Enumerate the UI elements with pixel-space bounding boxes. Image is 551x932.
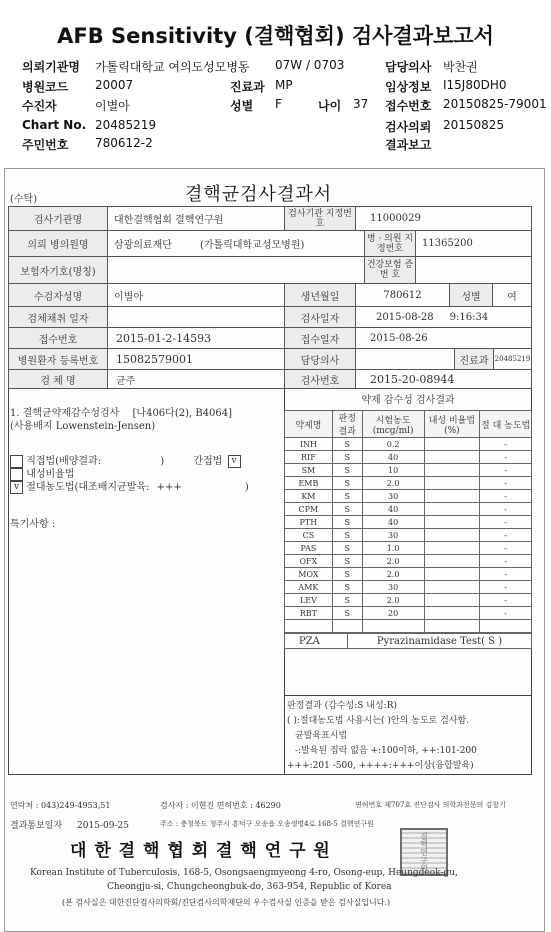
drug-ratio-cell [424, 542, 480, 555]
footer-tester: 검사자 : 이현진 면허번호 : 46290 [160, 801, 281, 810]
drug-result-cell: S [332, 477, 362, 490]
institution-value: 가톨릭대학교 여의도성모병동 [95, 60, 250, 74]
drug-name-cell [285, 620, 333, 633]
drug-ratio-cell [424, 516, 480, 529]
drug-row [285, 568, 532, 581]
rrn-value: 780612-2 [95, 136, 153, 150]
drug-conc-cell: 2.0 [362, 568, 424, 581]
th-conc: 시험농도 (mcg/ml) [362, 411, 424, 438]
drug-name-cell: SM [285, 464, 333, 477]
drug-row [285, 555, 532, 568]
age-label: 나이 [318, 99, 342, 113]
drug-ratio-cell [424, 620, 480, 633]
drug-conc-cell: 2.0 [362, 555, 424, 568]
drug-conc-cell: 30 [362, 581, 424, 594]
age-value: 37 [353, 97, 369, 111]
clinical-info-label: 임상정보 [385, 80, 432, 94]
drug-conc-cell: 30 [362, 490, 424, 503]
document-heading: 결핵균검사결과서 [185, 184, 333, 205]
r3-value2 [415, 256, 532, 284]
r3-value [107, 256, 365, 284]
drug-name-cell: EMB [285, 477, 333, 490]
direct-paren: ) [160, 456, 165, 467]
footer-cert: 면허번호 제707호 진단검사 의학과전문의 김창기 [355, 801, 506, 809]
r6-value: 2015-01-2-14593 [107, 327, 285, 349]
drug-name-cell: OFX [285, 555, 333, 568]
r4-label: 수검자성명 [8, 283, 108, 307]
drug-name-cell: CS [285, 529, 333, 542]
drug-conc-cell [362, 620, 424, 633]
footer-date-row [10, 818, 129, 831]
section-code: [나406다(2), B4064] [132, 408, 233, 419]
drug-result-cell: S [332, 516, 362, 529]
drug-ratio-cell [424, 581, 480, 594]
th-drug: 약제명 [285, 411, 333, 438]
patient-value: 이별아 [95, 99, 130, 113]
drug-ratio-cell [424, 529, 480, 542]
th-abs: 절 대 농도법 [480, 411, 532, 438]
drug-result-cell: S [332, 542, 362, 555]
section-title: 1. 결핵균약제감수성검사 [10, 408, 120, 419]
note-line-4: +++:201 -500, ++++:+++이상(융합발육) [287, 761, 474, 771]
receipt-label: 접수번호 [385, 99, 432, 113]
drug-name-cell: PAS [285, 542, 333, 555]
drug-conc-cell: 0.2 [362, 438, 424, 451]
patient-label: 수진자 [22, 99, 57, 113]
th-ratio: 내성 비율법(%) [424, 411, 480, 438]
drug-abs-cell: - [480, 581, 532, 594]
request-label: 검사의뢰 [385, 120, 432, 134]
section-medium: (사용배지 Lowenstein-Jensen) [10, 421, 156, 432]
drug-result-cell: S [332, 464, 362, 477]
special-notes-label: 특기사항 : [10, 519, 56, 530]
english-address-2: Cheongju-si, Chungcheongbuk-do, 363-954, Republic of Korea [107, 882, 392, 892]
th-result: 판정 결과 [332, 411, 362, 438]
drug-abs-cell: - [480, 568, 532, 581]
note-line-3: -:발육된 집락 없음 +:100이하, ++:101-200 [295, 746, 477, 756]
clinical-info-value: I15J80DH0 [443, 78, 507, 92]
r7-label3: 진료과 [454, 348, 494, 370]
drug-conc-cell: 40 [362, 503, 424, 516]
drug-row [285, 581, 532, 594]
r6-value2: 2015-08-26 [355, 327, 532, 349]
drug-name-cell: RBT [285, 607, 333, 620]
indirect-label: 간접법 [193, 456, 223, 467]
drug-conc-cell: 2.0 [362, 477, 424, 490]
drug-abs-cell: - [480, 451, 532, 464]
drug-result-cell: S [332, 581, 362, 594]
r2-label2: 병 · 의원 지정번호 [364, 230, 416, 257]
note-line-2: 균발육표시법 [295, 731, 348, 741]
drug-ratio-cell [424, 503, 480, 516]
r3-label2: 건강보험 증 번 호 [364, 256, 416, 284]
r8-value: 균주 [107, 369, 285, 389]
r5-value2: 2015-08-28 [376, 311, 434, 323]
r7-label2: 담당의사 [284, 348, 356, 370]
r5-value2b: 9:16:34 [449, 311, 489, 323]
r2-value-cell [107, 230, 365, 257]
r1-value: 대한결핵협회 결핵연구원 [107, 206, 285, 231]
certification-note: (본 검사실은 대한진단검사의학회/진단검사의학재단의 우수검사실 인증을 받은 검사실입니다.) [62, 898, 391, 907]
drug-name-cell: AMK [285, 581, 333, 594]
r7-value3: 20485219 [493, 348, 532, 370]
drug-row [285, 438, 532, 451]
r4-label3: 성별 [449, 283, 493, 307]
drug-abs-cell: - [480, 464, 532, 477]
drug-abs-cell: - [480, 503, 532, 516]
r5-label: 검체채취 일자 [8, 306, 108, 328]
r4-value3: 여 [492, 283, 532, 307]
note-line-1: ( ):절대농도법 사용시는( )안의 농도로 검사함. [287, 716, 470, 726]
pza-label: PZA [285, 634, 348, 648]
footer-date-label: 결과통보일자 [10, 821, 63, 831]
drug-row [285, 529, 532, 542]
absolute-paren: ) [244, 482, 249, 493]
drug-row [285, 490, 532, 503]
drug-row [285, 503, 532, 516]
drug-abs-cell [480, 620, 532, 633]
request-value: 20150825 [443, 118, 505, 132]
drug-conc-cell: 1.0 [362, 542, 424, 555]
receipt-value: 20150825-79001 [443, 97, 547, 111]
drug-abs-cell: - [480, 594, 532, 607]
drug-conc-cell: 2.0 [362, 594, 424, 607]
drug-abs-cell: - [480, 477, 532, 490]
report-label: 결과보고 [385, 138, 432, 152]
department-value: MP [275, 78, 293, 92]
direct-label: 직접법(배양결과: [26, 456, 102, 467]
drug-abs-cell: - [480, 555, 532, 568]
r4-label2: 생년월일 [284, 283, 356, 307]
chart-label: Chart No. [22, 118, 87, 132]
drug-susceptibility-table [284, 410, 532, 633]
r2-value2: 11365200 [415, 230, 532, 257]
drug-abs-cell: - [480, 607, 532, 620]
r1-value2: 11000029 [355, 206, 532, 231]
drug-conc-cell: 40 [362, 516, 424, 529]
sex-label: 성별 [230, 99, 254, 113]
r4-value2: 780612 [355, 283, 450, 307]
absolute-label: 절대농도법(대조배지균발육: [26, 482, 150, 493]
drug-ratio-cell [424, 451, 480, 464]
seal-text: 결핵연구원 [419, 832, 429, 872]
drug-row [285, 542, 532, 555]
drug-row [285, 477, 532, 490]
drug-ratio-cell [424, 464, 480, 477]
chart-value: 20485219 [95, 118, 157, 132]
r2-label: 의뢰 병의원명 [8, 230, 108, 257]
drug-result-cell [332, 620, 362, 633]
hospital-code-value: 20007 [95, 78, 134, 92]
drug-conc-cell: 30 [362, 529, 424, 542]
drug-ratio-cell [424, 594, 480, 607]
r8-label2: 검사번호 [284, 369, 356, 389]
institution-label: 의뢰기관명 [22, 60, 80, 74]
r8-value2: 2015-20-08944 [355, 369, 532, 389]
drug-abs-cell: - [480, 529, 532, 542]
drug-row [285, 607, 532, 620]
drug-name-cell: CPM [285, 503, 333, 516]
r2-value: 삼광의료재단 [114, 240, 172, 251]
drug-ratio-cell [424, 607, 480, 620]
drug-result-cell: S [332, 490, 362, 503]
drug-result-cell: S [332, 568, 362, 581]
drug-row [285, 516, 532, 529]
drug-name-cell: RIF [285, 451, 333, 464]
drug-result-cell: S [332, 451, 362, 464]
department-label: 진료과 [230, 80, 265, 94]
drug-ratio-cell [424, 490, 480, 503]
table-title: 약제 감수성 검사결과 [361, 395, 455, 406]
drug-result-cell: S [332, 607, 362, 620]
r5-label2: 검사일자 [284, 306, 356, 328]
drug-result-cell: S [332, 529, 362, 542]
drug-result-cell: S [332, 438, 362, 451]
r2-value-b: (가톨릭대학교성모병원) [199, 240, 305, 251]
english-address-1: Korean Institute of Tuberculosis, 168-5, Osongsaengmyeong 4-ro, Osong-eup, Heungdeok-gu, [30, 868, 458, 878]
footer-address: 주소 : 충청북도 청주시 흥덕구 오송읍 오송생명4로 168-5 결핵연구원 [160, 820, 374, 828]
r4-value: 이별아 [107, 283, 285, 307]
drug-name-cell: MOX [285, 568, 333, 581]
drug-row [285, 451, 532, 464]
drug-name-cell: INH [285, 438, 333, 451]
r7-value: 15082579001 [107, 348, 285, 370]
r7-label: 병원환자 등록번호 [8, 348, 108, 370]
report-title: AFB Sensitivity (결핵협회) 검사결과보고서 [57, 24, 494, 48]
r1-label2: 검사기관 지정번호 [284, 206, 356, 231]
doctor-value: 박찬권 [443, 60, 478, 74]
footer-phone: 연락처 : 043)249-4953,51 [10, 801, 111, 810]
r8-label: 검 체 명 [8, 369, 108, 389]
drug-name-cell: PTH [285, 516, 333, 529]
note-title: 판정결과 (감수성:S 내성:R) [287, 701, 397, 711]
hospital-code-label: 병원코드 [22, 80, 69, 94]
drug-ratio-cell [424, 477, 480, 490]
drug-result-cell: S [332, 555, 362, 568]
r7-value2 [355, 348, 455, 370]
drug-abs-cell: - [480, 438, 532, 451]
drug-row [285, 594, 532, 607]
drug-abs-cell: - [480, 516, 532, 529]
drug-row [285, 464, 532, 477]
drug-result-cell: S [332, 503, 362, 516]
r6-label2: 접수일자 [284, 327, 356, 349]
r5-value2-cell [355, 306, 532, 328]
drug-ratio-cell [424, 555, 480, 568]
drug-abs-cell: - [480, 542, 532, 555]
absolute-checkbox[interactable]: v [10, 481, 23, 494]
ratio-label: 내성비율법 [26, 469, 75, 480]
absolute-value: +++ [156, 482, 182, 493]
drug-ratio-cell [424, 568, 480, 581]
pza-row [284, 633, 532, 649]
drug-result-cell: S [332, 594, 362, 607]
drug-conc-cell: 40 [362, 451, 424, 464]
r5-value [107, 306, 285, 328]
absolute-method-row [10, 478, 280, 494]
drug-name-cell: KM [285, 490, 333, 503]
r3-label: 보험자기호(명칭) [8, 256, 108, 284]
footer-date: 2015-09-25 [77, 821, 129, 831]
drug-conc-cell: 10 [362, 464, 424, 477]
drug-name-cell: LEV [285, 594, 333, 607]
consignment-stamp: (수탁) [10, 194, 38, 205]
note-divider [284, 695, 532, 696]
drug-conc-cell: 20 [362, 607, 424, 620]
rrn-label: 주민번호 [22, 138, 69, 152]
drug-ratio-cell [424, 438, 480, 451]
doctor-label: 담당의사 [385, 60, 432, 74]
ward-value: 07W / 0703 [275, 58, 345, 72]
indirect-checkbox[interactable]: v [228, 455, 241, 468]
r1-label: 검사기관명 [8, 206, 108, 231]
r6-label: 접수번호 [8, 327, 108, 349]
organization-name: 대 한 결 핵 협 회 결 핵 연 구 원 [70, 841, 331, 861]
sex-value: F [275, 97, 282, 111]
drug-abs-cell: - [480, 490, 532, 503]
pza-value: Pyrazinamidase Test( S ) [376, 635, 503, 647]
interpretation-note [287, 699, 532, 774]
drug-row [285, 620, 532, 633]
